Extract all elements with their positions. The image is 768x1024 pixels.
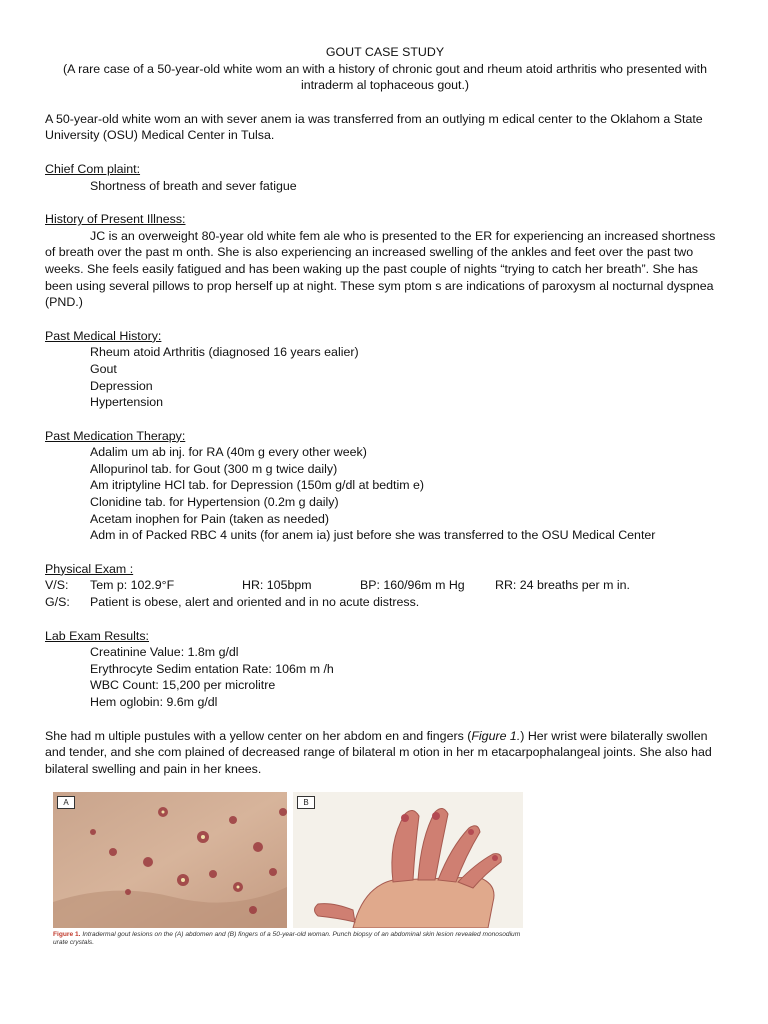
medication-item: Am itriptyline HCl tab. for Depression (150m g/dl at bedtim e) <box>90 478 424 493</box>
findings-text-after: ) Her wrist were bilaterally swollen and tender, and she com plained of decreased range of bilateral m otion in her m etacarpophalangeal joints. She also had bilateral swelling and pain in her knees. <box>45 728 712 776</box>
hand-illustration <box>293 792 523 928</box>
medication-item: Acetam inophen for Pain (taken as needed) <box>90 511 330 526</box>
medication-item: Adalim um ab inj. for RA (40m g every other week) <box>90 445 367 460</box>
document-subtitle: (A rare case of a 50-year-old white wom an with a history of chronic gout and rheum atoid arthritis who presented with intraderm al tophaceous gout.) <box>63 61 707 93</box>
hpi-heading: History of Present Illness: <box>45 212 186 227</box>
document-page <box>45 44 725 777</box>
figure-caption <box>53 931 533 948</box>
lab-item: Hem oglobin: 9.6m g/dl <box>90 695 218 709</box>
hpi-text: JC is an overweight 80-year old white fem ale who is presented to the ER for experiencing an increased shortness of breath over the past m onth. She is also experiencing an increased swelling of the ankles and feet over the past two weeks. She feels easily fatigued and has been waking up the past couple of nights “trying to catch her breath”. She has been using several pillows to prop herself up at night. These sym ptom s are indications of paroxysm al nocturnal dyspnea (PND.) <box>45 228 716 310</box>
intro-paragraph: A 50-year-old white wom an with sever anem ia was transferred from an outlying m edical center to the Oklahom a State University (OSU) Medical Center in Tulsa. <box>45 111 703 143</box>
vs-label: V/S: <box>45 578 69 593</box>
abdomen-skin-illustration <box>53 792 287 928</box>
figure-label-a: A <box>57 796 75 809</box>
general-status-row <box>45 594 725 611</box>
gs-text: Patient is obese, alert and oriented and in no acute distress. <box>90 595 420 610</box>
findings-paragraph <box>45 728 725 778</box>
findings-text-before: She had m ultiple pustules with a yellow center on her abdom en and fingers ( <box>45 728 472 743</box>
heart-rate-value: HR: 105bpm <box>242 578 312 593</box>
figure-reference: Figure 1. <box>471 728 521 743</box>
physical-exam-heading: Physical Exam : <box>45 561 134 576</box>
labs-heading: Lab Exam Results: <box>45 628 149 643</box>
caption-figure-number: Figure 1. <box>53 931 81 938</box>
pmh-heading: Past Medical History: <box>45 328 162 343</box>
document-title: GOUT CASE STUDY <box>325 45 445 59</box>
abdomen-lesion-image <box>53 792 287 928</box>
lab-item: WBC Count: 15,200 per microlitre <box>90 678 276 693</box>
respiratory-rate-value: RR: 24 breaths per m in. <box>495 578 630 593</box>
medication-item: Adm in of Packed RBC 4 units (for anem ia) just before she was transferred to the OSU Medical Center <box>90 528 656 543</box>
chief-complaint-text: Shortness of breath and sever fatigue <box>90 178 297 193</box>
chief-complaint-heading: Chief Com plaint: <box>45 161 141 176</box>
blood-pressure-value: BP: 160/96m m Hg <box>360 578 465 593</box>
pmh-item: Gout <box>90 361 117 376</box>
pmh-item: Hypertension <box>90 395 164 410</box>
medication-item: Allopurinol tab. for Gout (300 m g twice daily) <box>90 461 338 476</box>
pmh-item: Rheum atoid Arthritis (diagnosed 16 years ealier) <box>90 345 359 360</box>
lab-item: Creatinine Value: 1.8m g/dl <box>90 645 239 660</box>
fingers-lesion-image <box>293 792 523 928</box>
medication-item: Clonidine tab. for Hypertension (0.2m g daily) <box>90 495 339 510</box>
vital-signs-row <box>45 577 725 594</box>
gs-label: G/S: <box>45 595 70 610</box>
temperature-value: Tem p: 102.9°F <box>90 578 175 593</box>
lab-item: Erythrocyte Sedim entation Rate: 106m m /h <box>90 661 334 676</box>
figure-label-b: B <box>297 796 315 809</box>
medications-heading: Past Medication Therapy: <box>45 428 186 443</box>
caption-text: Intradermal gout lesions on the (A) abdomen and (B) fingers of a 50-year-old woman. Punch biopsy of an abdominal skin lesion revealed monosodium urate crystals. <box>53 931 521 947</box>
pmh-item: Depression <box>90 378 153 393</box>
